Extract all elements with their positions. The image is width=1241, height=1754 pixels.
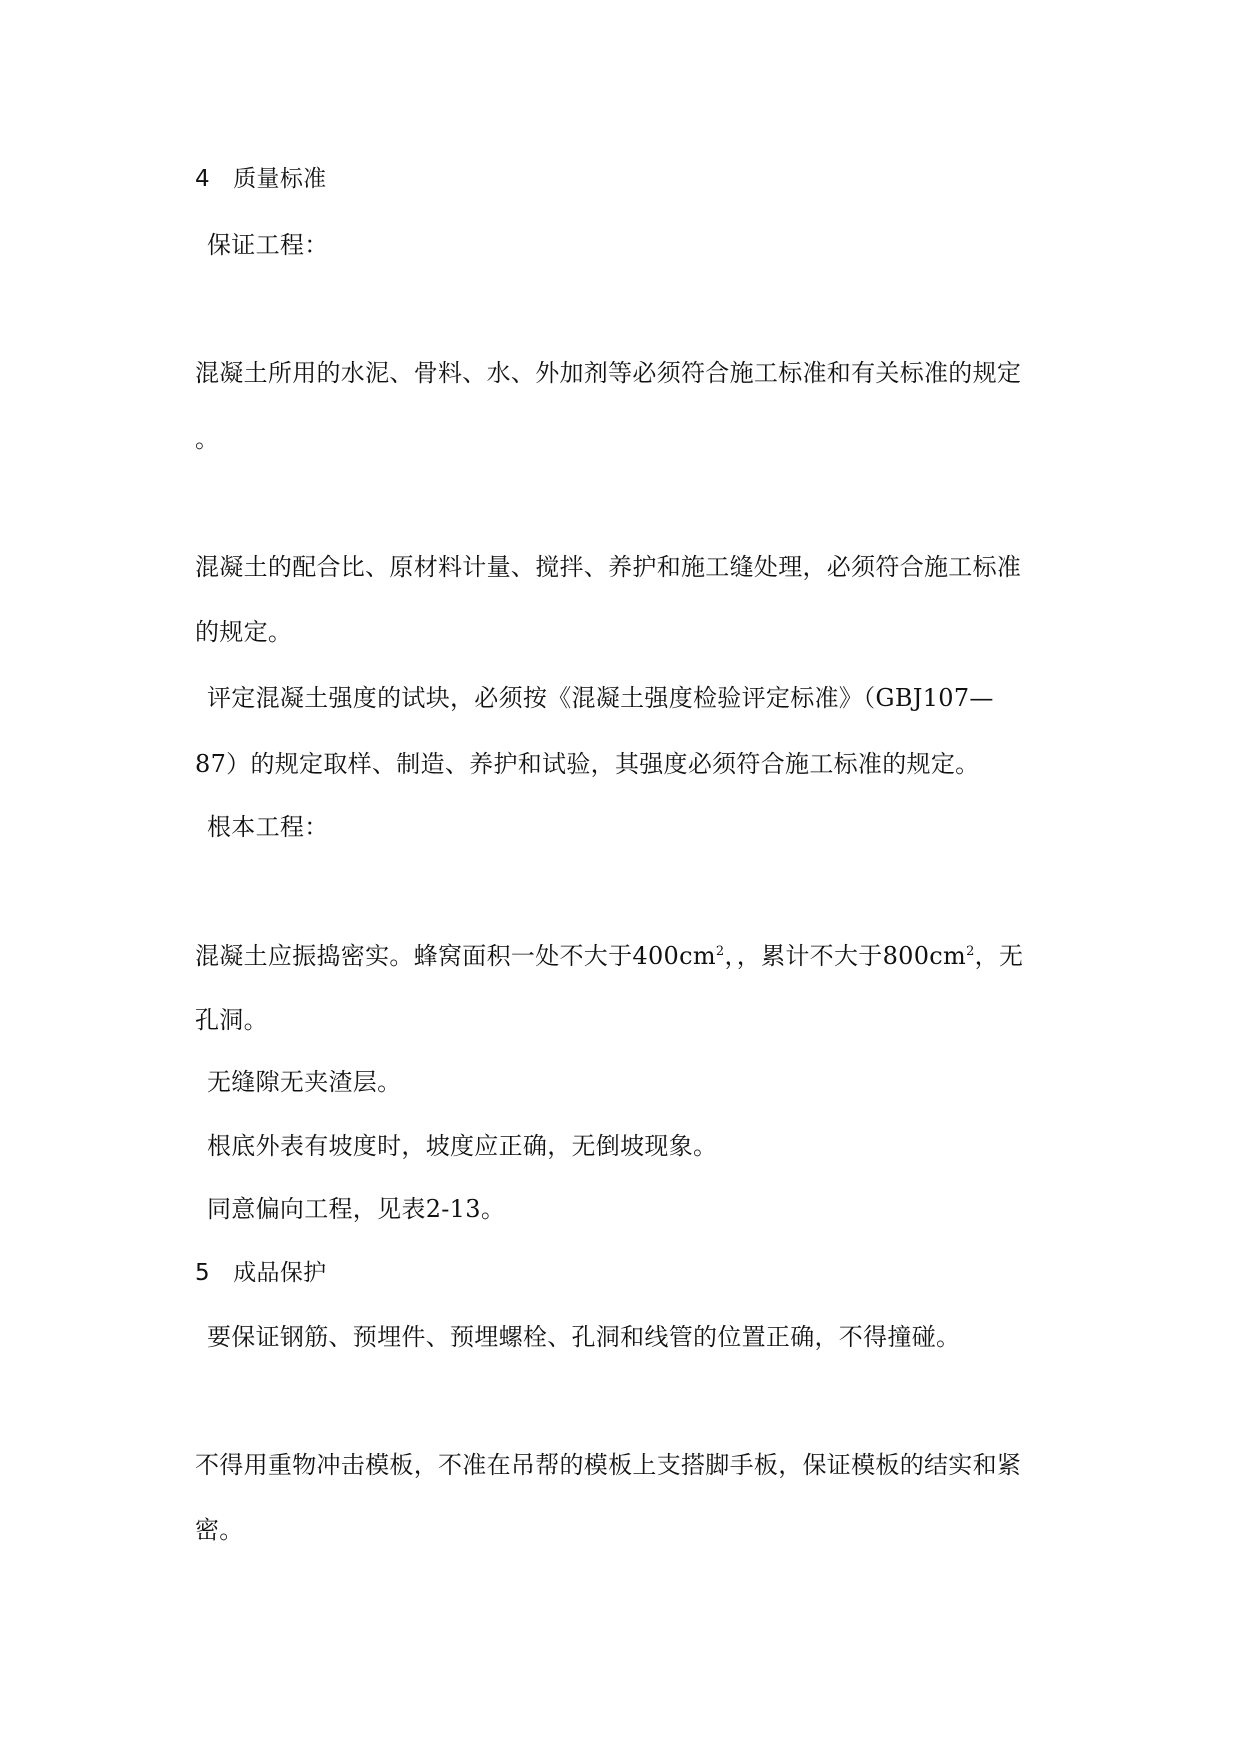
- paragraph-line: 同意偏向工程，见表2-13。: [207, 1195, 506, 1223]
- honeycomb-text-c: ，无: [974, 942, 1024, 970]
- paragraph-line: 混凝土所用的水泥、骨料、水、外加剂等必须符合施工标准和有关标准的规定: [195, 359, 1022, 387]
- paragraph-line: 无缝隙无夹渣层。: [207, 1068, 402, 1096]
- superscript-2: 2: [966, 944, 975, 959]
- honeycomb-limit-line: [195, 941, 1023, 971]
- paragraph-line: 孔洞。: [195, 1006, 268, 1034]
- paragraph-line: 不得用重物冲击模板，不准在吊帮的模板上支搭脚手板，保证模板的结实和紧: [195, 1451, 1022, 1479]
- section-heading-quality-standard: 4 质量标准: [195, 166, 327, 192]
- paragraph-line: 评定混凝土强度的试块，必须按《混凝土强度检验评定标准》（GBJ107—: [207, 684, 994, 712]
- paragraph-line: 87）的规定取样、制造、养护和试验，其强度必须符合施工标准的规定。: [195, 750, 980, 778]
- paragraph-line: 密。: [195, 1516, 244, 1544]
- paragraph-line: 的规定。: [195, 618, 293, 646]
- subheading-guarantee-items: 保证工程：: [207, 231, 329, 259]
- paragraph-line: 要保证钢筋、预埋件、预埋螺栓、孔洞和线管的位置正确，不得撞碰。: [207, 1323, 961, 1351]
- paragraph-line: 。: [195, 425, 220, 453]
- superscript-2: 2: [715, 944, 725, 959]
- subheading-basic-items: 根本工程：: [207, 813, 329, 841]
- paragraph-line: 根底外表有坡度时，坡度应正确，无倒坡现象。: [207, 1132, 718, 1160]
- honeycomb-text-b: ，，累计不大于800cm: [724, 942, 967, 970]
- section-heading-product-protection: 5 成品保护: [195, 1260, 327, 1286]
- honeycomb-text-a: 混凝土应振捣密实。蜂窝面积一处不大于400cm: [195, 942, 716, 970]
- paragraph-line: 混凝土的配合比、原材料计量、搅拌、养护和施工缝处理，必须符合施工标准: [195, 553, 1022, 581]
